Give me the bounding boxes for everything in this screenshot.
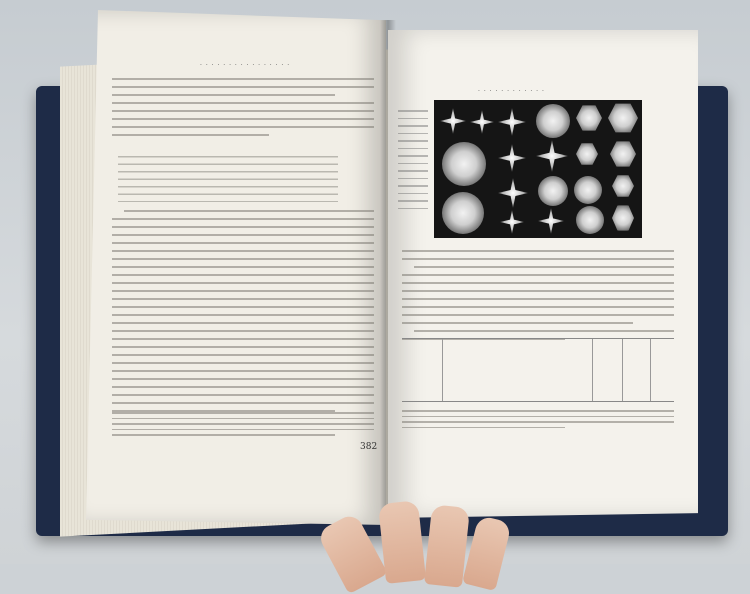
text-line [112, 306, 374, 308]
finger [378, 500, 426, 584]
caption-line [398, 118, 428, 120]
text-line [112, 282, 374, 284]
table-column-rule [592, 339, 593, 401]
table-column-rule [622, 339, 623, 401]
snowflake-image [576, 142, 598, 166]
text-line [402, 290, 674, 292]
text-line [112, 78, 374, 80]
text-line [112, 314, 374, 316]
left-text-block-top [112, 78, 374, 142]
finger [462, 515, 512, 591]
text-line [112, 118, 374, 120]
right-footnotes [402, 410, 674, 432]
text-line [112, 346, 374, 348]
text-line [112, 322, 374, 324]
caption-line [398, 110, 428, 112]
snowflake-image [500, 210, 524, 234]
text-line [112, 242, 374, 244]
text-line [402, 282, 674, 284]
caption-line [398, 170, 428, 172]
table-column-rule [442, 339, 443, 401]
text-line [112, 338, 374, 340]
footnote-line [112, 423, 374, 425]
finger [316, 512, 388, 594]
text-line [414, 330, 674, 332]
snowflake-image [536, 140, 568, 172]
left-data-table [118, 150, 338, 202]
caption-line [398, 148, 428, 150]
snowflake-image [440, 108, 466, 134]
text-line [112, 94, 335, 96]
right-running-head: · · · · · · · · · · · · [478, 88, 545, 95]
snowflake-image [612, 204, 634, 232]
text-line [112, 110, 374, 112]
footnote-line [402, 421, 674, 423]
snowflake-image [442, 142, 486, 186]
text-line [112, 394, 374, 396]
caption-line [398, 208, 428, 210]
text-line [112, 86, 374, 88]
text-line [402, 274, 674, 276]
snowflake-image [498, 108, 526, 136]
snowflake-image [576, 206, 604, 234]
footnote-line [402, 410, 674, 412]
hand [320, 488, 510, 578]
footnote-line [112, 412, 374, 414]
snowflake-image [498, 144, 526, 172]
left-footnotes [112, 412, 374, 440]
caption-line [398, 185, 428, 187]
text-line [112, 330, 374, 332]
footnote-line [112, 418, 374, 420]
snowflake-image [612, 174, 634, 198]
caption-line [398, 178, 428, 180]
text-line [112, 102, 374, 104]
text-line [112, 134, 269, 136]
text-line [414, 266, 674, 268]
plate-caption [398, 110, 428, 215]
snowflake-image [536, 104, 570, 138]
text-line [112, 370, 374, 372]
text-line [402, 306, 674, 308]
text-line [112, 226, 374, 228]
caption-line [398, 193, 428, 195]
text-line [402, 258, 674, 260]
text-line [124, 210, 374, 212]
text-line [112, 298, 374, 300]
caption-line [398, 200, 428, 202]
snowflake-image [442, 192, 484, 234]
footnote-line [112, 434, 335, 436]
footnote-line [402, 416, 674, 418]
text-line [402, 250, 674, 252]
right-data-table [402, 338, 674, 402]
snowflake-image [574, 176, 602, 204]
text-line [402, 314, 674, 316]
snowflake-image [608, 102, 638, 134]
right-text-block [402, 250, 674, 346]
left-running-head: · · · · · · · · · · · · · · · · [200, 62, 291, 69]
footnote-line [112, 429, 374, 431]
caption-line [398, 163, 428, 165]
text-line [112, 362, 374, 364]
footnote-line [402, 427, 565, 429]
snowflake-image [498, 178, 528, 208]
text-line [112, 378, 374, 380]
text-line [112, 290, 374, 292]
snowflake-image [576, 104, 602, 132]
caption-line [398, 140, 428, 142]
snowflake-image [610, 140, 636, 168]
text-line [112, 126, 374, 128]
text-line [112, 266, 374, 268]
caption-line [398, 155, 428, 157]
caption-line [398, 133, 428, 135]
caption-line [398, 125, 428, 127]
snowflake-image [470, 110, 494, 134]
text-line [402, 298, 674, 300]
snowflake-image [538, 208, 564, 234]
snowflake-image [538, 176, 568, 206]
text-line [112, 258, 374, 260]
text-line [112, 234, 374, 236]
text-line [112, 250, 374, 252]
table-column-rule [650, 339, 651, 401]
text-line [112, 402, 374, 404]
text-line [402, 322, 633, 324]
text-line [112, 354, 374, 356]
left-page-number: 382 [360, 442, 378, 452]
text-line [112, 386, 374, 388]
snowflake-photo-plate [434, 100, 642, 238]
left-text-block-middle [112, 210, 374, 418]
text-line [112, 274, 374, 276]
text-line [112, 218, 374, 220]
